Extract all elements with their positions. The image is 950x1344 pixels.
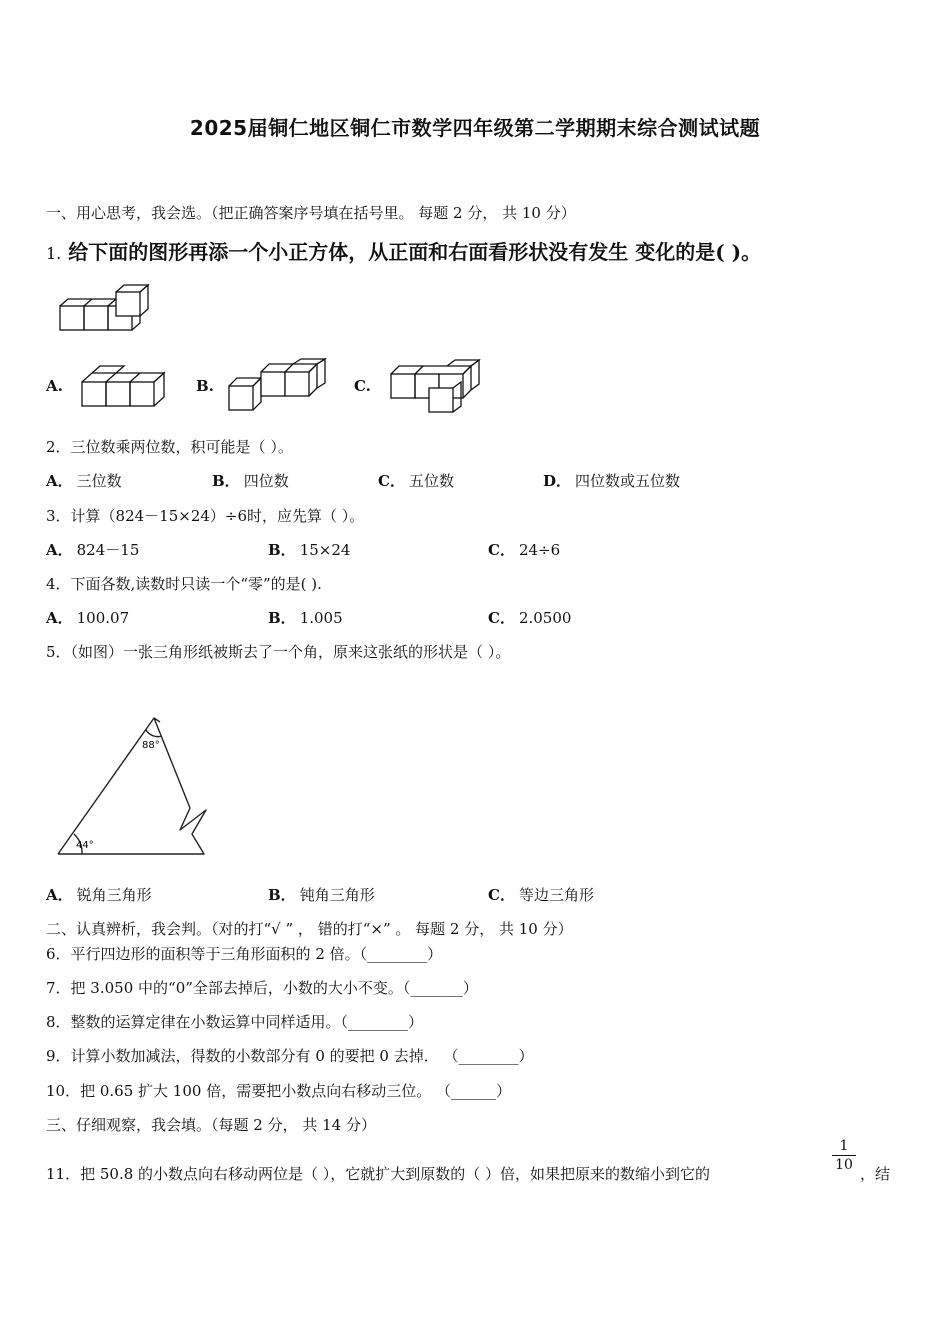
q5-option-b[interactable]: B． 钝角三角形: [268, 886, 375, 904]
question-10[interactable]: 10．把 0.65 扩大 100 倍，需要把小数点向右移动三位。 （______）: [46, 1082, 511, 1100]
question-2: 2．三位数乘两位数，积可能是（ ）。: [46, 438, 293, 456]
cube-figure-original: [58, 288, 158, 336]
section1-header: 一、用心思考，我会选。（把正确答案序号填在括号里。 每题 2 分， 共 10 分）: [46, 204, 576, 222]
q4-option-b[interactable]: B． 1.005: [268, 609, 343, 627]
cube-figure-c: [388, 360, 488, 416]
question-11[interactable]: [46, 1163, 710, 1184]
question-11-text: 11．把 50.8 的小数点向右移动两位是（ ），它就扩大到原数的（ ）倍，如果把原来的数缩小到它的: [46, 1165, 711, 1183]
q2-option-c[interactable]: C． 五位数: [378, 472, 454, 490]
question-1-text: 给下面的图形再添一个小正方体，从正面和右面看形状没有发生 变化的是( )。: [68, 240, 762, 264]
q2-option-a[interactable]: A． 三位数: [46, 472, 122, 490]
q3-option-a[interactable]: A． 824－15: [46, 541, 140, 559]
question-6[interactable]: 6．平行四边形的面积等于三角形面积的 2 倍。（________）: [46, 945, 443, 963]
cube-figure-b: [226, 358, 336, 414]
q5-option-c[interactable]: C． 等边三角形: [488, 886, 594, 904]
question-11-tail: ，结: [860, 1165, 891, 1183]
q3-option-b[interactable]: B． 15×24: [268, 541, 351, 559]
page-title: 2025届铜仁地区铜仁市数学四年级第二学期期末综合测试试题: [189, 116, 761, 140]
fraction-one-tenth: 1 10: [832, 1138, 856, 1173]
q2-option-b[interactable]: B． 四位数: [212, 472, 289, 490]
question-5: 5．（如图）一张三角形纸被斯去了一个角，原来这张纸的形状是（ ）。: [46, 643, 511, 661]
question-1: [46, 236, 761, 265]
q3-option-c[interactable]: C． 24÷6: [488, 541, 561, 559]
q1-option-b[interactable]: B.: [196, 377, 214, 395]
q1-option-c[interactable]: C.: [354, 377, 371, 395]
q1-option-a[interactable]: A.: [46, 377, 63, 395]
cube-figure-a: [80, 364, 180, 412]
question-3: 3．计算（824－15×24）÷6时，应先算（ ）。: [46, 507, 365, 525]
question-1-number: 1.: [46, 244, 62, 263]
question-9[interactable]: 9．计算小数加减法，得数的小数部分有 0 的要把 0 去掉． （________）: [46, 1047, 534, 1065]
q5-option-a[interactable]: A． 锐角三角形: [46, 886, 152, 904]
q2-option-d[interactable]: D． 四位数或五位数: [543, 472, 681, 490]
angle-label-44: 44°: [76, 840, 94, 851]
question-8[interactable]: 8．整数的运算定律在小数运算中同样适用。（________）: [46, 1013, 424, 1031]
section3-header: 三、仔细观察，我会填。（每题 2 分， 共 14 分）: [46, 1116, 376, 1134]
question-7[interactable]: 7．把 3.050 中的“0”全部去掉后，小数的大小不变。（_______）: [46, 979, 478, 997]
angle-label-88: 88°: [142, 740, 160, 751]
q4-option-a[interactable]: A． 100.07: [46, 609, 130, 627]
section2-header: 二、认真辨析，我会判。（对的打“√ ” ， 错的打“×” 。 每题 2 分， 共 10 分）: [46, 920, 573, 938]
question-4: 4．下面各数,读数时只读一个“零”的是( ).: [46, 575, 322, 593]
q4-option-c[interactable]: C． 2.0500: [488, 609, 572, 627]
torn-triangle-figure: [54, 712, 214, 860]
